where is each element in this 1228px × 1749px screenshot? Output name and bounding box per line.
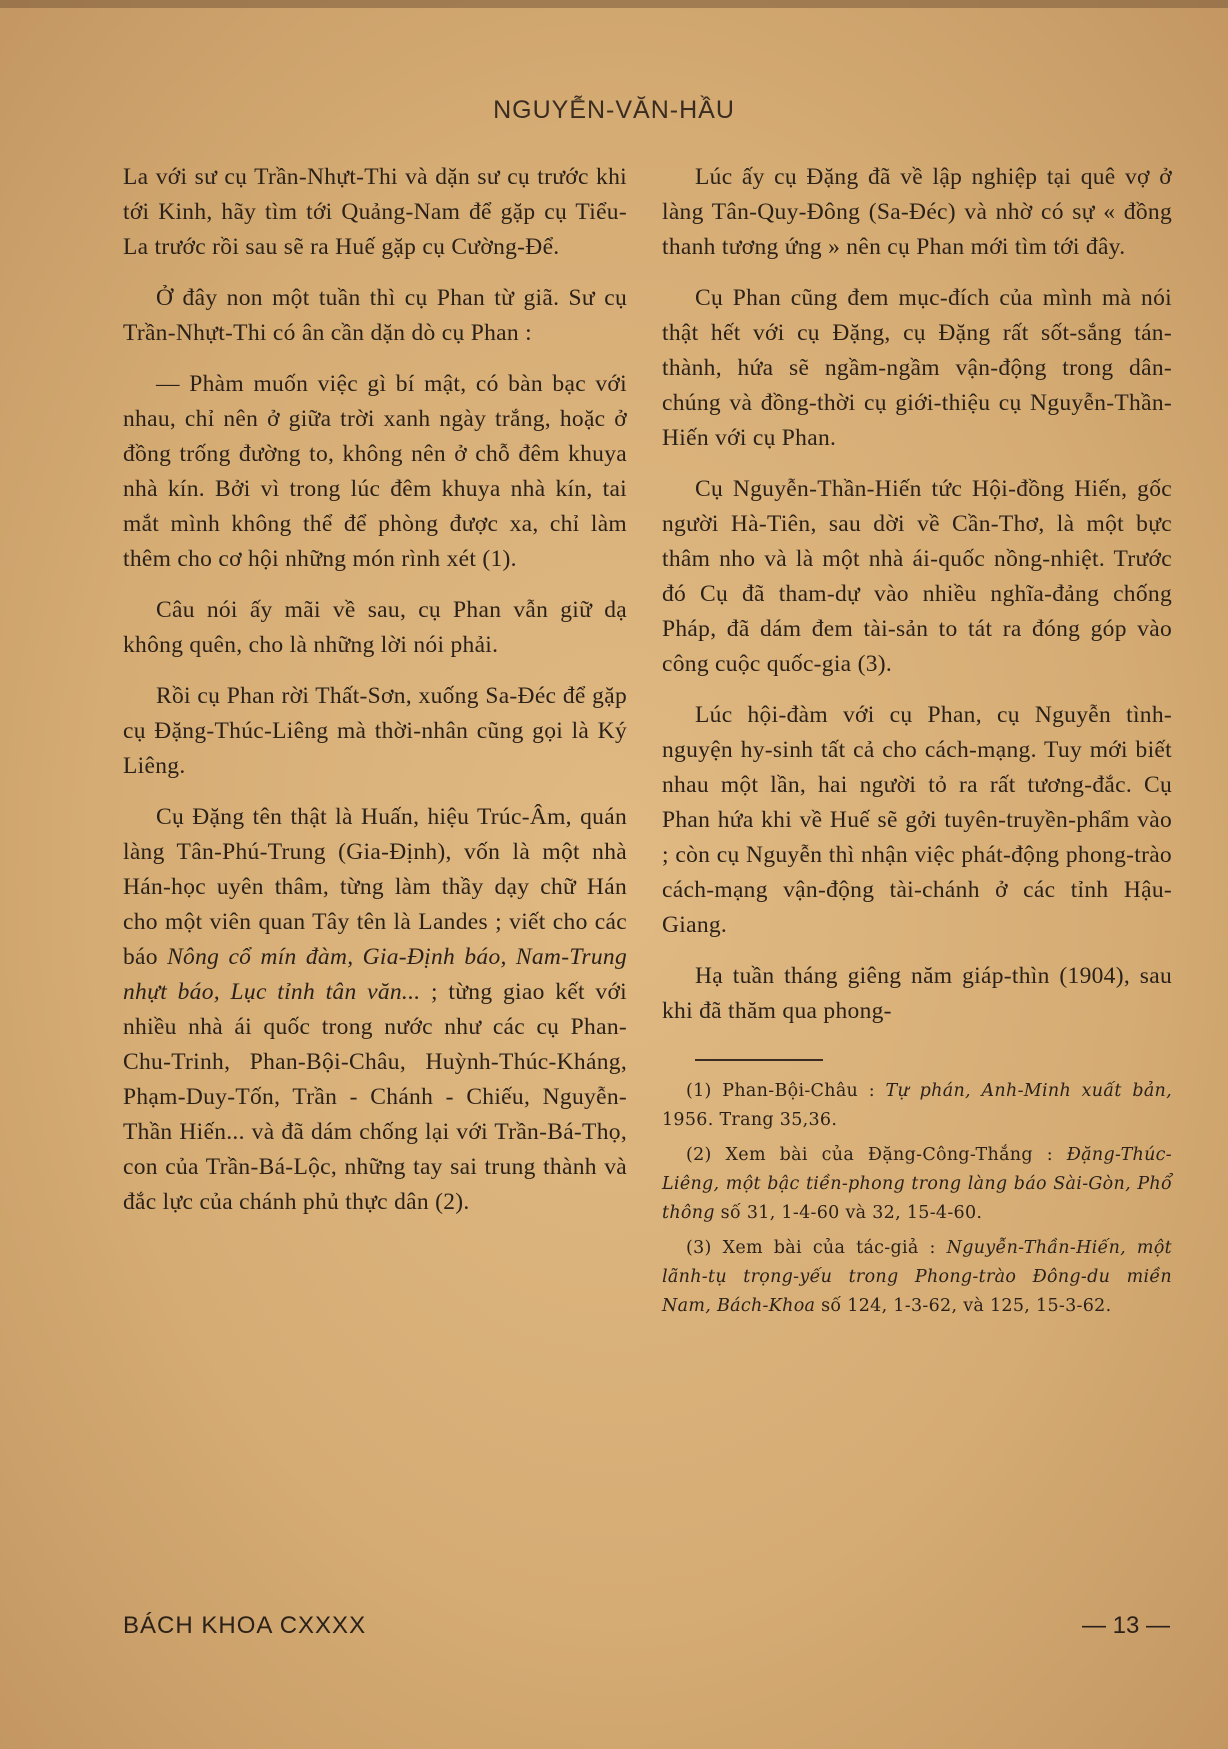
newspaper-titles: Nông cổ mín đàm, Gia-Định báo, Nam-Trung nhựt báo, Lục tỉnh tân văn... — [123, 944, 627, 1005]
footnote-text: (1) Phan-Bội-Châu : — [686, 1081, 886, 1101]
footnote-text: số 124, 1-3-62, và 125, 15-3-62. — [815, 1296, 1112, 1316]
paragraph-text: ; từng giao kết với nhiều nhà ái quốc trong nước như các cụ Phan-Chu-Trinh, Phan-Bội-Châu, Huỳnh-Thúc-Kháng, Phạm-Duy-Tốn, Trần - Chánh - Chiếu, Nguyễn-Thần Hiến... và đã dám chống lại với Trần-Bá-Thọ, con của Trần-Bá-Lộc, những tay sai trung thành và đắc lực của chánh phủ thực dân (2). — [123, 979, 627, 1215]
footnote-text: 1956. Trang 35,36. — [662, 1110, 838, 1130]
paragraph: Lúc ấy cụ Đặng đã về lập nghiệp tại quê vợ ở làng Tân-Quy-Đông (Sa-Đéc) và nhờ có sự « đồng thanh tương ứng » nên cụ Phan mới tìm tới đây. — [662, 164, 1172, 260]
paragraph: La với sư cụ Trần-Nhựt-Thi và dặn sư cụ trước khi tới Kinh, hãy tìm tới Quảng-Nam để gặp cụ Tiểu-La trước rồi sau sẽ ra Huế gặp cụ Cường-Để. — [123, 164, 627, 260]
paragraph: Cụ Nguyễn-Thần-Hiến tức Hội-đồng Hiến, gốc người Hà-Tiên, sau dời về Cần-Thơ, là một bực thâm nho và là một nhà ái-quốc nồng-nhiệt. Trước đó Cụ đã tham-dự vào nhiều nghĩa-đảng chống Pháp, đã dám đem tài-sản to tát ra đóng góp vào công cuộc quốc-gia (3). — [662, 476, 1172, 677]
paragraph: Cụ Phan cũng đem mục-đích của mình mà nói thật hết với cụ Đặng, cụ Đặng rất sốt-sắng tán-thành, hứa sẽ ngầm-ngầm vận-động trong dân-chúng và đồng-thời cụ giới-thiệu cụ Nguyễn-Thần-Hiến với cụ Phan. — [662, 285, 1172, 451]
footnote-3 — [662, 1234, 1172, 1321]
footnote-1 — [662, 1077, 1172, 1135]
right-column — [662, 160, 1172, 1327]
paragraph — [123, 800, 627, 1220]
footer-publication: BÁCH KHOA CXXXX — [123, 1612, 367, 1639]
paragraph: Ở đây non một tuần thì cụ Phan từ giã. Sư cụ Trần-Nhựt-Thi có ân cần dặn dò cụ Phan : — [123, 285, 627, 346]
paragraph: Lúc hội-đàm với cụ Phan, cụ Nguyễn tình-nguyện hy-sinh tất cả cho cách-mạng. Tuy mới biết nhau một lần, hai người tỏ ra rất tương-đắc. Cụ Phan hứa khi về Huế sẽ gởi tuyên-truyền-phẩm vào ; còn cụ Nguyễn thì nhận việc phát-động phong-trào cách-mạng vận-động tài-chánh ở các tỉnh Hậu-Giang. — [662, 702, 1172, 938]
footnote-2 — [662, 1141, 1172, 1228]
paragraph-text: Cụ Đặng tên thật là Huấn, hiệu Trúc-Âm, quán làng Tân-Phú-Trung (Gia-Định), vốn là một nhà Hán-học uyên thâm, từng làm thầy dạy chữ Hán cho một viên quan Tây tên là Landes ; viết cho các báo — [123, 804, 627, 970]
paragraph: Rồi cụ Phan rời Thất-Sơn, xuống Sa-Đéc để gặp cụ Đặng-Thúc-Liêng mà thời-nhân cũng gọi là Ký Liêng. — [123, 683, 627, 779]
page-top-edge — [0, 0, 1228, 8]
footnote-italic: Nguyễn-Thần-Hiến, một lãnh-tụ trọng-yếu trong Phong-trào Đông-du miền Nam, Bách-Khoa — [662, 1238, 1172, 1316]
footnote-text: (2) Xem bài của Đặng-Công-Thắng : — [686, 1145, 1067, 1165]
page-number: — 13 — — [1081, 1612, 1170, 1639]
footnote-italic: Tự phán, Anh-Minh xuất bản, — [885, 1081, 1172, 1101]
footnote-italic: Đặng-Thúc-Liêng, một bậc tiền-phong trong làng báo Sài-Gòn, Phổ thông — [662, 1145, 1172, 1223]
running-header-author: NGUYỄN-VĂN-HẦU — [493, 96, 735, 124]
footnote-text: (3) Xem bài của tác-giả : — [686, 1238, 947, 1258]
left-column — [123, 160, 627, 1236]
paragraph: Câu nói ấy mãi về sau, cụ Phan vẫn giữ dạ không quên, cho là những lời nói phải. — [123, 597, 627, 658]
footnote-divider — [695, 1059, 823, 1061]
footnote-text: số 31, 1-4-60 và 32, 15-4-60. — [714, 1203, 983, 1223]
paragraph: Hạ tuần tháng giêng năm giáp-thìn (1904), sau khi đã thăm qua phong- — [662, 963, 1172, 1024]
paragraph-quote: — Phàm muốn việc gì bí mật, có bàn bạc với nhau, chỉ nên ở giữa trời xanh ngày trắng, hoặc ở đồng trống đường to, không nên ở chỗ đêm khuya nhà kín. Bởi vì trong lúc đêm khuya nhà kín, tai mắt mình không thể để phòng được xa, chỉ làm thêm cho cơ hội những món rình xét (1). — [123, 371, 627, 572]
